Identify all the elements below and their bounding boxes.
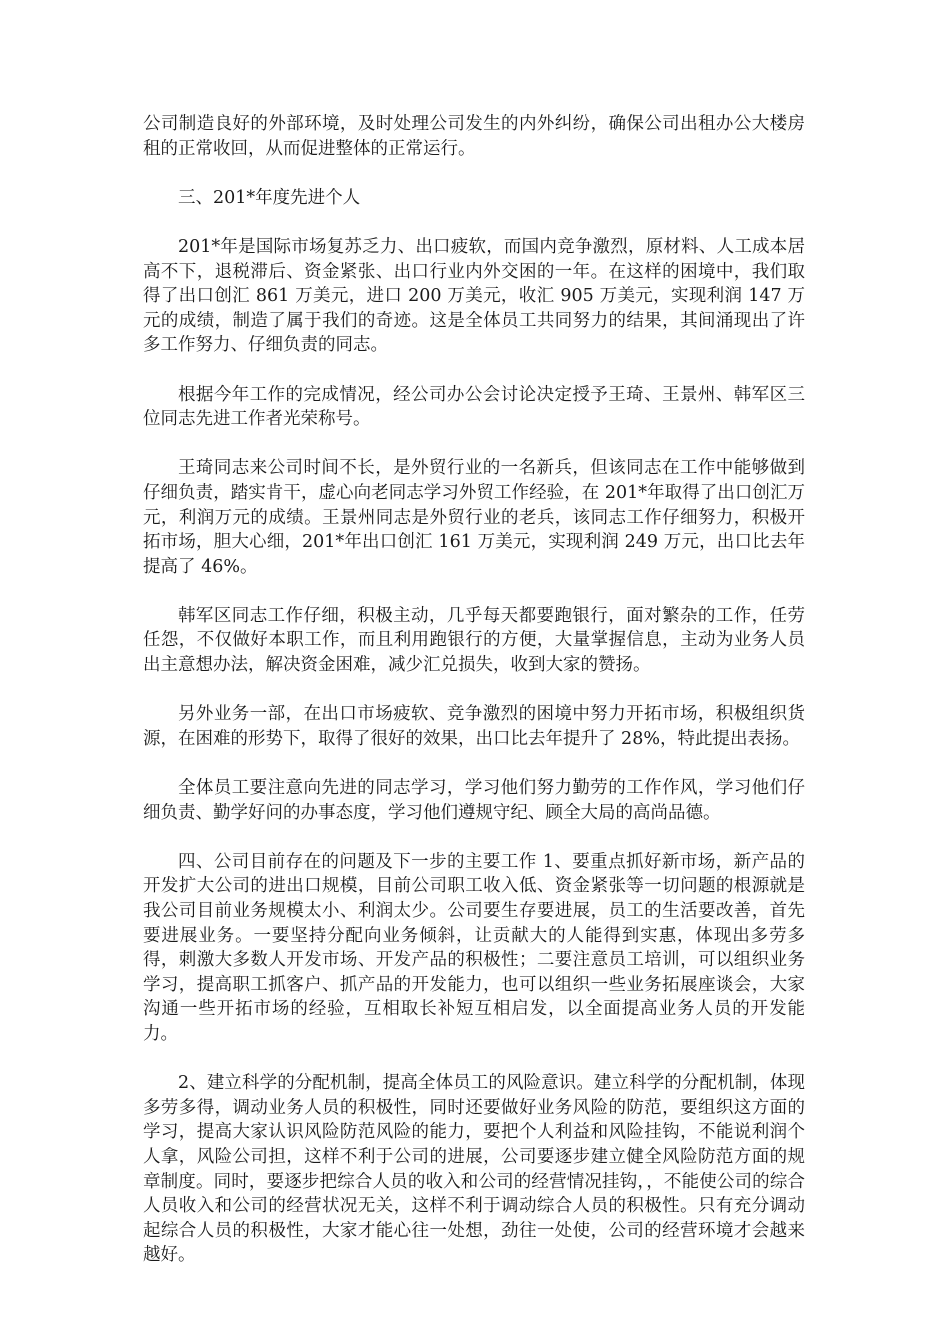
paragraph-section-four-problems: 四、公司目前存在的问题及下一步的主要工作 1、要重点抓好新市场，新产品的开发扩大公司的进出口规模，目前公司职工收入低、资金紧张等一切问题的根源就是我公司目前业务规模太小、利润太少。公司要生存要进展，员工的生活要改善，首先要进展业务。一要坚持分配向业务倾斜，让贡献大的人能得到实惠，体现出多劳多得，刺激大多数人开发市场、开发产品的积极性；二要注意员工培训，可以组织业务学习，提高职工抓客户、抓产品的开发能力，也可以组织一些业务拓展座谈会，大家沟通一些开拓市场的经验，互相取长补短互相启发，以全面提高业务人员的开发能力。 [143, 851, 805, 1044]
paragraph-distribution-mechanism: 2、建立科学的分配机制，提高全体员工的风险意识。建立科学的分配机制，体现多劳多得，调动业务人员的积极性，同时还要做好业务风险的防范，要组织这方面的学习，提高大家认识风险防范风险的能力，要把个人利益和风险挂钩，不能说利润个人拿，风险公司担，这样不利于公司的进展，公司要逐步建立健全风险防范方面的规章制度。同时，要逐步把综合人员的收入和公司的经营情况挂钩，，不能使公司的综合人员收入和公司的经营状况无关，这样不利于调动综合人员的积极性。只有充分调动起综合人员的积极性，大家才能心往一处想，劲往一处使，公司的经营环境才会越来越好。 [143, 1073, 805, 1266]
paragraph-award-decision: 根据今年工作的完成情况，经公司办公会讨论决定授予王琦、王景州、韩军区三位同志先进工作者光荣称号。 [143, 384, 805, 430]
paragraph-continuation: 公司制造良好的外部环境，及时处理公司发生的内外纠纷，确保公司出租办公大楼房租的正常收回，从而促进整体的正常运行。 [143, 114, 805, 159]
paragraph-year-summary: 201*年是国际市场复苏乏力、出口疲软，而国内竞争激烈，原材料、人工成本居高不下，退税滞后、资金紧张、出口行业内外交困的一年。在这样的困境中，我们取得了出口创汇 861 万美元，进口 200 万美元，收汇 905 万美元，实现利润 147 万元的成绩，制造了属于我们的奇迹。这是全体员工共同努力的结果，其间涌现出了许多工作努力、仔细负责的同志。 [143, 236, 805, 356]
paragraph-learn-from-advanced: 全体员工要注意向先进的同志学习，学习他们努力勤劳的工作作风，学习他们仔细负责、勤学好问的办事态度，学习他们遵规守纪、顾全大局的高尚品德。 [143, 778, 805, 823]
paragraph-business-dept-one: 另外业务一部，在出口市场疲软、竞争激烈的困境中努力开拓市场，积极组织货源，在困难的形势下，取得了很好的效果，出口比去年提升了 28%，特此提出表扬。 [143, 704, 805, 749]
section-heading-advanced-individuals: 三、201*年度先进个人 [178, 187, 361, 208]
paragraph-han-junqu: 韩军区同志工作仔细，积极主动，几乎每天都要跑银行，面对繁杂的工作，任劳任怨，不仅做好本职工作，而且利用跑银行的方便，大量掌握信息，主动为业务人员出主意想办法，解决资金困难，减少汇兑损失，收到大家的赞扬。 [143, 605, 805, 676]
document-body [143, 112, 805, 1293]
paragraph-wang-qi: 王琦同志来公司时间不长，是外贸行业的一名新兵，但该同志在工作中能够做到仔细负责，踏实肯干，虚心向老同志学习外贸工作经验，在 201*年取得了出口创汇万元，利润万元的成绩。王景州同志是外贸行业的老兵，该同志工作仔细努力，积极开拓市场，胆大心细，201*年出口创汇 161 万美元，实现利润 249 万元，出口比去年提高了 46%。 [143, 458, 805, 577]
